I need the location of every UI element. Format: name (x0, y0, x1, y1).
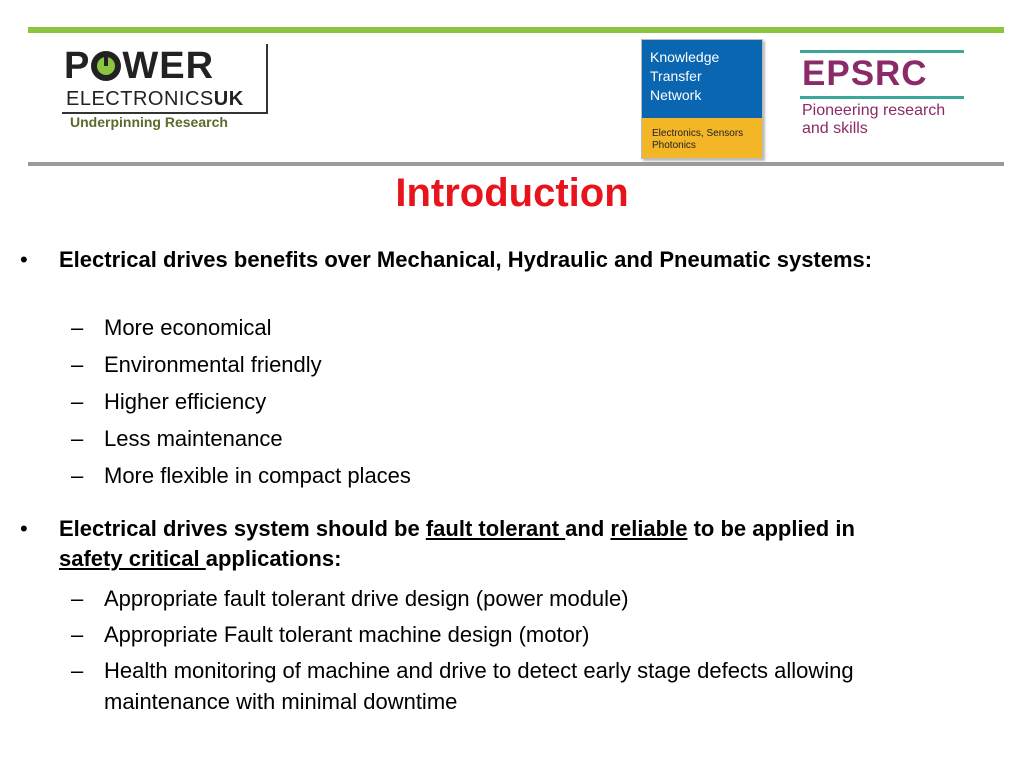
bullet-text: Electrical drives system should be fault tolerant and reliable to be applied in safety critical applications: (59, 516, 855, 571)
epsrc-tagline: Pioneering research and skills (802, 102, 946, 137)
bullet-marker: • (20, 247, 28, 272)
underlined-safety-critical: safety critical (59, 546, 206, 571)
underlined-reliable: reliable (610, 516, 688, 541)
ktn-yellow-panel (642, 118, 762, 158)
epsrc-top-bar (800, 50, 964, 53)
ktn-blue-panel (642, 40, 762, 118)
logo-power-text: P WER (64, 45, 215, 87)
underlined-fault-tolerant: fault tolerant (425, 516, 566, 541)
ktn-subtitle: Electronics, Sensors Photonics (652, 128, 744, 151)
slide-title: Introduction (395, 171, 629, 215)
epsrc-name: EPSRC (802, 54, 928, 93)
power-button-icon (91, 51, 121, 81)
header-grey-rule (28, 162, 1004, 166)
bullet-marker: • (20, 516, 28, 541)
logo-tagline: Underpinning Research (70, 114, 228, 130)
top-green-rule (28, 27, 1004, 33)
bullet-text: Electrical drives benefits over Mechanical, Hydraulic and Pneumatic systems: (59, 247, 873, 272)
power-electronics-uk-logo (62, 44, 268, 114)
ktn-title: Knowledge Transfer Network (650, 49, 720, 103)
ktn-logo (641, 39, 763, 159)
epsrc-logo (800, 50, 970, 145)
logo-electronics-text: ELECTRONICSUK (66, 88, 244, 110)
epsrc-mid-bar (800, 96, 964, 99)
